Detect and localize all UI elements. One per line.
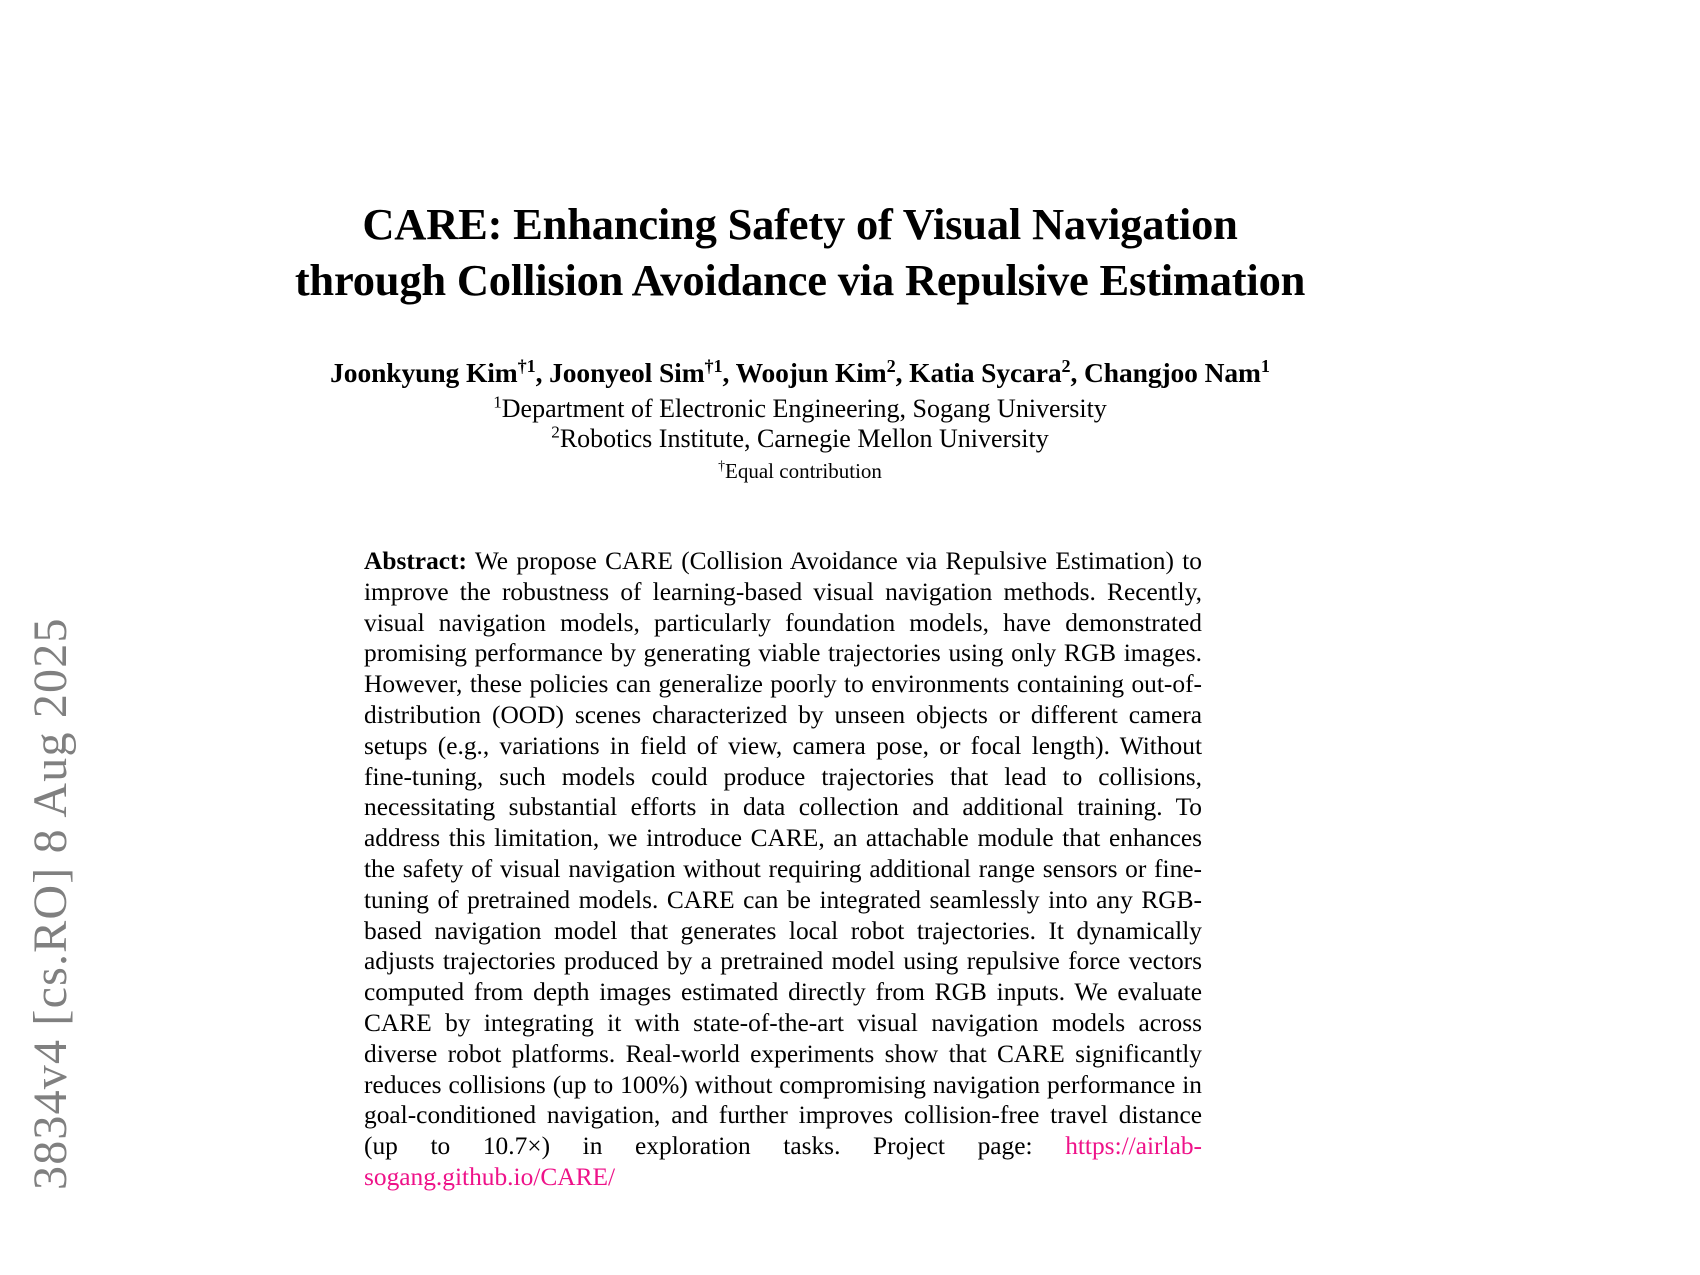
project-page-link[interactable]: https://airlab-sogang.github.io/CARE/ <box>364 1132 1202 1191</box>
title-line-1: CARE: Enhancing Safety of Visual Navigation <box>362 199 1238 249</box>
author-name: Katia Sycara <box>909 357 1062 388</box>
affiliation-2 <box>210 424 1390 454</box>
author-affiliation-marks: †1 <box>517 355 536 376</box>
abstract-label: Abstract: <box>364 547 467 575</box>
affiliation-1-mark: 1 <box>493 392 502 412</box>
abstract-body: We propose CARE (Collision Avoidance via Repulsive Estimation) to improve the robustness of learning-based visual navigation methods. Recently, visual navigation models, particularly foundation models, have demonstrated promising performance by generating viable trajectories using only RGB images. However, these policies can generalize poorly to environments containing out-of-distribution (OOD) scenes characterized by unseen objects or different camera setups (e.g., variations in field of view, camera pose, or focal length). Without fine-tuning, such models could produce trajectories that lead to collisions, necessitating substantial efforts in data collection and additional training. To address this limitation, we introduce CARE, an attachable module that enhances the safety of visual navigation without requiring additional range sensors or fine-tuning of pretrained models. CARE can be integrated seamlessly into any RGB-based navigation model that generates local robot trajectories. It dynamically adjusts trajectories produced by a pretrained model using repulsive force vectors computed from depth images estimated directly from RGB inputs. We evaluate CARE by integrating it with state-of-the-art visual navigation models across diverse robot platforms. Real-world experiments show that CARE significantly reduces collisions (up to 100%) without compromising navigation performance in goal-conditioned navigation, and further improves collision-free travel distance (up to 10.7×) in exploration tasks. Project page: <box>364 547 1202 1161</box>
abstract-section <box>364 546 1202 1193</box>
author-affiliation-marks: 2 <box>1061 355 1071 376</box>
author-affiliation-marks: †1 <box>704 355 723 376</box>
author-name: Woojun Kim <box>735 357 887 388</box>
footnote-text: Equal contribution <box>725 459 882 483</box>
equal-contribution-footnote <box>210 458 1390 485</box>
author-affiliation-marks: 1 <box>1260 355 1270 376</box>
author-name: Joonyeol Sim <box>549 357 705 388</box>
arxiv-stamp: 3834v4 [cs.RO] 8 Aug 2025 <box>23 617 77 1190</box>
affiliation-1 <box>210 394 1390 424</box>
authors-block <box>210 356 1390 485</box>
author-list: Joonkyung Kim$^{\dagger 1}$, Joonyeol Sim$^{\dagger 1}$, Woojun Kim$^2$, Katia Sycara$^2$, Changjoo Nam$^1$ <box>330 355 1270 388</box>
author-affiliation-marks: 2 <box>886 355 896 376</box>
page-title <box>210 196 1390 308</box>
affiliation-2-mark: 2 <box>551 422 560 442</box>
dagger-mark: † <box>718 458 726 473</box>
author-name: Joonkyung Kim <box>330 357 518 388</box>
author-name: Changjoo Nam <box>1084 357 1261 388</box>
affiliation-2-text: Robotics Institute, Carnegie Mellon University <box>559 424 1049 453</box>
title-line-2: through Collision Avoidance via Repulsive Estimation <box>294 255 1306 305</box>
abstract-paragraph <box>364 546 1202 1193</box>
affiliation-1-text: Department of Electronic Engineering, Sogang University <box>501 394 1107 423</box>
